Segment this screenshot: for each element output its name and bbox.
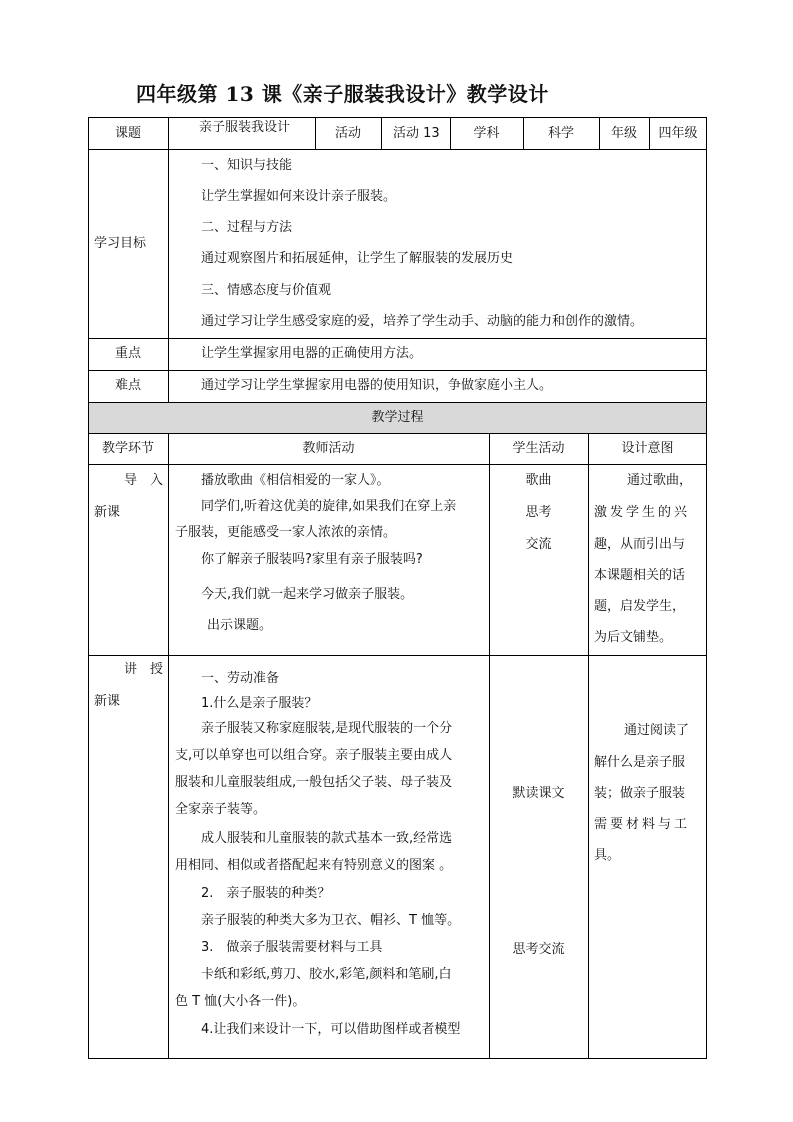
lecture-teacher-line-10: 亲子服装的种类大多为卫衣、帽衫、T 恤等。 [201,913,461,928]
column-intent: 设计意图 [621,441,674,456]
key-point-text: 让学生掌握家用电器的正确使用方法。 [201,346,423,361]
intro-teacher-line-2: 同学们,听着这优美的旋律,如果我们在穿上亲 [201,499,457,514]
intro-intent-line-4: 本课题相关的话 [594,568,686,583]
difficulty-label: 难点 [114,378,141,393]
lecture-student-line-2: 思考交流 [512,942,565,957]
intro-student-line-2: 思考 [525,505,552,520]
lecture-intent-line-4: 需要材料与工 [594,817,691,832]
grade-label: 年级 [610,126,637,141]
subject-value: 科学 [547,126,574,141]
intro-stage-line1: 导 入 [124,473,164,488]
activity-label: 活动 [334,126,361,141]
lecture-stage-line2: 新课 [94,694,121,709]
intro-student-line-3: 交流 [525,537,552,552]
lecture-intent-line-5: 具。 [594,848,621,863]
intro-teacher-line-4: 你了解亲子服装吗?家里有亲子服装吗? [201,552,423,567]
intro-intent-line-3: 趣，从而引出与 [594,537,686,552]
lecture-teacher-line-3: 亲子服装又称家庭服装,是现代服装的一个分 [201,721,453,736]
lecture-teacher-line-14: 4.让我们来设计一下，可以借助图样或者模型 [201,1022,461,1037]
goals-line-3: 二、过程与方法 [201,220,293,235]
lecture-teacher-line-9: 2. 亲子服装的种类？ [201,886,331,901]
lecture-teacher-line-7: 成人服装和儿童服装的款式基本一致,经常选 [201,831,453,846]
goals-line-2: 让学生掌握如何来设计亲子服装。 [201,189,397,204]
grade-value: 四年级 [658,126,698,141]
lecture-teacher-line-4: 支,可以单穿也可以组合穿。亲子服装主要由成人 [175,748,453,763]
goals-line-6: 通过学习让学生感受家庭的爱，培养了学生动手、动脑的能力和创作的激情。 [201,314,644,329]
column-stage: 教学环节 [101,441,154,456]
lecture-teacher-line-8: 用相同、相似或者搭配起来有特别意义的图案 。 [175,858,453,873]
goals-line-1: 一、知识与技能 [201,158,293,173]
course-label: 课题 [114,126,141,141]
goals-label: 学习目标 [94,236,147,251]
process-title: 教学过程 [371,410,424,425]
intro-intent-line-5: 题，启发学生， [594,599,686,614]
intro-teacher-line-6: 出示课题。 [207,618,273,633]
course-value: 亲子服装我设计 [199,120,291,135]
subject-label: 学科 [473,126,500,141]
intro-intent-line-2: 激发学生的兴 [594,505,691,520]
lecture-teacher-line-6: 全家亲子装等。 [175,802,267,817]
lecture-intent-line-1: 通过阅读了 [624,723,690,738]
lecture-teacher-line-13: 色 T 恤(大小各一件)。 [175,994,306,1009]
lecture-teacher-line-5: 服装和儿童服装组成,一般包括父子装、母子装及 [175,775,453,790]
document-title: 四年级第 13 课《亲子服装我设计》教学设计 [136,82,549,106]
intro-teacher-line-3: 子服装，更能感受一家人浓浓的亲情。 [175,525,397,540]
intro-stage-line2: 新课 [94,505,121,520]
lecture-student-line-1: 默读课文 [512,786,565,801]
intro-student-line-1: 歌曲 [525,473,552,488]
key-point-label: 重点 [114,346,141,361]
goals-line-4: 通过观察图片和拓展延伸，让学生了解服装的发展历史 [201,251,514,266]
lecture-stage-line1: 讲 授 [124,662,164,677]
intro-teacher-line-1: 播放歌曲《相信相爱的一家人》。 [201,473,390,488]
intro-intent-line-1: 通过歌曲， [627,473,693,488]
lecture-intent-line-2: 解什么是亲子服 [594,755,686,770]
lecture-intent-line-3: 装；做亲子服装 [594,786,686,801]
lecture-teacher-line-1: 一、劳动准备 [201,671,280,686]
column-student: 学生活动 [512,441,565,456]
lecture-teacher-line-12: 卡纸和彩纸,剪刀、胶水,彩笔,颜料和笔刷,白 [201,967,452,982]
lecture-teacher-line-11: 3. 做亲子服装需要材料与工具 [201,940,383,955]
activity-value: 活动 13 [393,126,440,141]
goals-line-5: 三、情感态度与价值观 [201,283,332,298]
lecture-teacher-line-2: 1.什么是亲子服装？ [201,696,318,711]
difficulty-text: 通过学习让学生掌握家用电器的使用知识，争做家庭小主人。 [201,378,553,393]
intro-intent-line-6: 为后文铺垫。 [594,630,673,645]
intro-teacher-line-5: 今天,我们就一起来学习做亲子服装。 [201,587,414,602]
column-teacher: 教师活动 [302,441,355,456]
